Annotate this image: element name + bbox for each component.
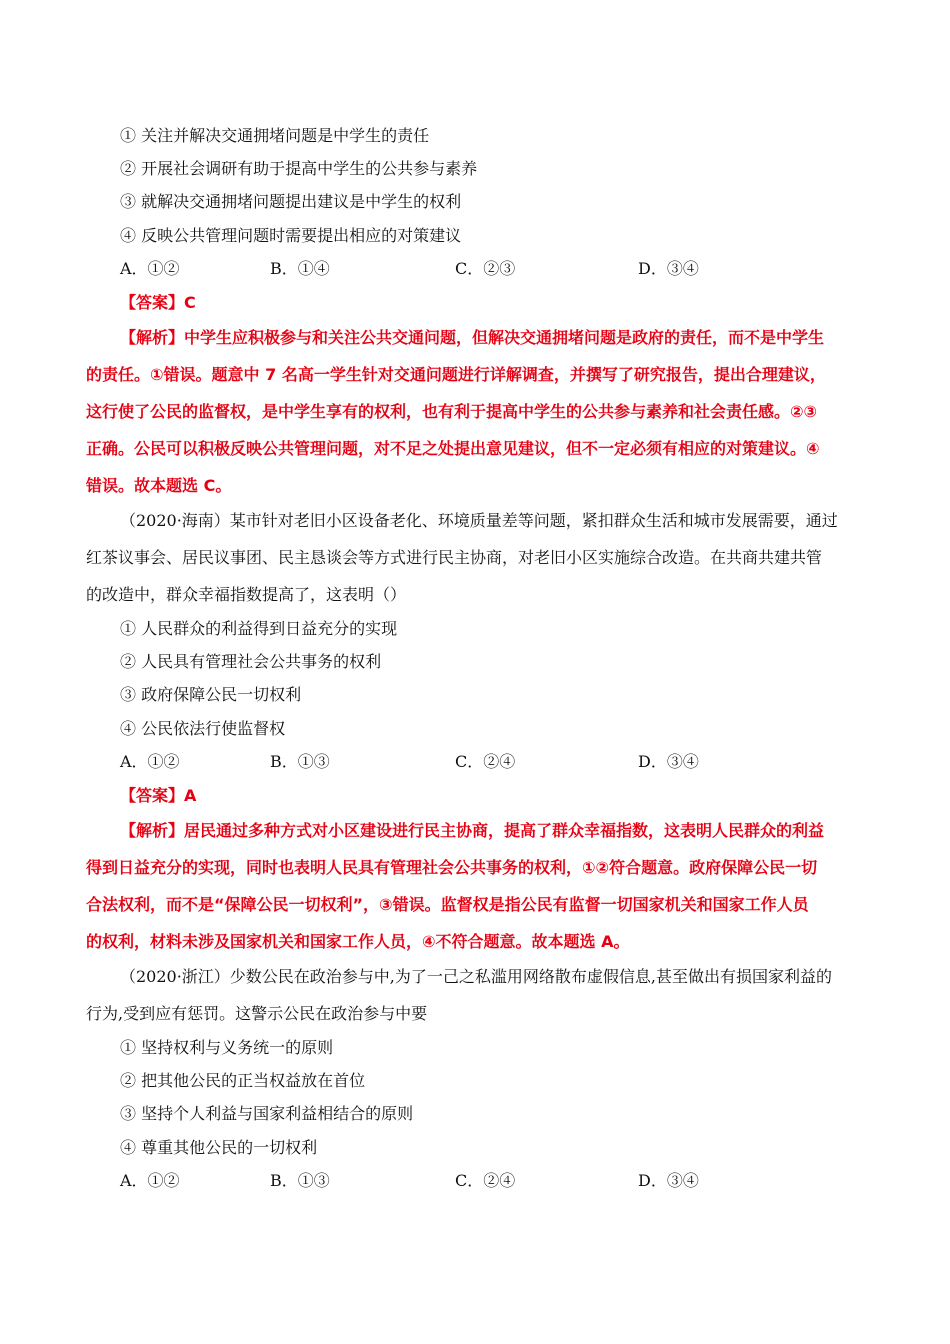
q2-stem-line-3: 的改造中，群众幸福指数提高了，这表明（） [86,585,407,604]
q1-choice-c: C．②③ [455,259,516,278]
q2-option-4: ④ 公民依法行使监督权 [120,719,286,738]
q1-choices [120,258,860,280]
q1-analysis-line-4: 正确。公民可以积极反映公共管理问题，对不足之处提出意见建议，但不一定必须有相应的对策建议。④ [86,439,820,458]
q1-choice-d: D．③④ [638,259,699,278]
q2-stem-line-1: （2020·海南）某市针对老旧小区设备老化、环境质量差等问题，紧扣群众生活和城市发展需要，通过 [120,511,838,530]
q3-choice-b: B．①③ [270,1171,330,1190]
q1-analysis-line-5: 错误。故本题选 C。 [86,476,232,495]
q2-choice-c: C．②④ [455,752,516,771]
q3-choices [120,1170,860,1192]
q2-choice-d: D．③④ [638,752,699,771]
q2-analysis-line-1: 【解析】居民通过多种方式对小区建设进行民主协商，提高了群众幸福指数，这表明人民群众的利益 [120,821,825,840]
q3-option-4: ④ 尊重其他公民的一切权利 [120,1138,318,1157]
q3-option-2: ② 把其他公民的正当权益放在首位 [120,1071,366,1090]
q2-choices [120,751,860,773]
q1-choice-a: A．①② [120,259,180,278]
q2-option-1: ① 人民群众的利益得到日益充分的实现 [120,619,398,638]
q2-choice-a: A．①② [120,752,180,771]
q1-analysis-line-1: 【解析】中学生应积极参与和关注公共交通问题，但解决交通拥堵问题是政府的责任，而不是中学生 [120,328,825,347]
q3-choice-c: C．②④ [455,1171,516,1190]
q3-option-1: ① 坚持权利与义务统一的原则 [120,1038,334,1057]
q2-answer: 【答案】A [120,786,197,805]
q3-choice-d: D．③④ [638,1171,699,1190]
q3-choice-a: A．①② [120,1171,180,1190]
q1-option-2: ② 开展社会调研有助于提高中学生的公共参与素养 [120,159,478,178]
q2-choice-b: B．①③ [270,752,330,771]
q1-choice-b: B．①④ [270,259,330,278]
q2-option-2: ② 人民具有管理社会公共事务的权利 [120,652,382,671]
q1-option-3: ③ 就解决交通拥堵问题提出建议是中学生的权利 [120,192,462,211]
q1-analysis-line-3: 这行使了公民的监督权，是中学生享有的权利，也有利于提高中学生的公共参与素养和社会责任感。②③ [86,402,818,421]
q2-option-3: ③ 政府保障公民一切权利 [120,685,302,704]
q3-stem-line-2: 行为,受到应有惩罚。这警示公民在政治参与中要 [86,1004,428,1023]
q3-stem-line-1: （2020·浙江）少数公民在政治参与中,为了一己之私滥用网络散布虚假信息,甚至做出有损国家利益的 [120,967,832,986]
q2-analysis-line-4: 的权利，材料未涉及国家机关和国家工作人员，④不符合题意。故本题选 A。 [86,932,630,951]
q2-stem-line-2: 红茶议事会、居民议事团、民主恳谈会等方式进行民主协商，对老旧小区实施综合改造。在共商共建共管 [86,548,823,567]
q2-analysis-line-3: 合法权利，而不是“保障公民一切权利”，③错误。监督权是指公民有监督一切国家机关和国家工作人员 [86,895,809,914]
q1-option-1: ① 关注并解决交通拥堵问题是中学生的责任 [120,126,430,145]
q1-analysis-line-2: 的责任。①错误。题意中 7 名高一学生针对交通问题进行详解调查，并撰写了研究报告，提出合理建议， [86,365,826,384]
q2-analysis-line-2: 得到日益充分的实现，同时也表明人民具有管理社会公共事务的权利，①②符合题意。政府保障公民一切 [86,858,818,877]
q1-option-4: ④ 反映公共管理问题时需要提出相应的对策建议 [120,226,462,245]
q1-answer: 【答案】C [120,293,196,312]
q3-option-3: ③ 坚持个人利益与国家利益相结合的原则 [120,1104,414,1123]
